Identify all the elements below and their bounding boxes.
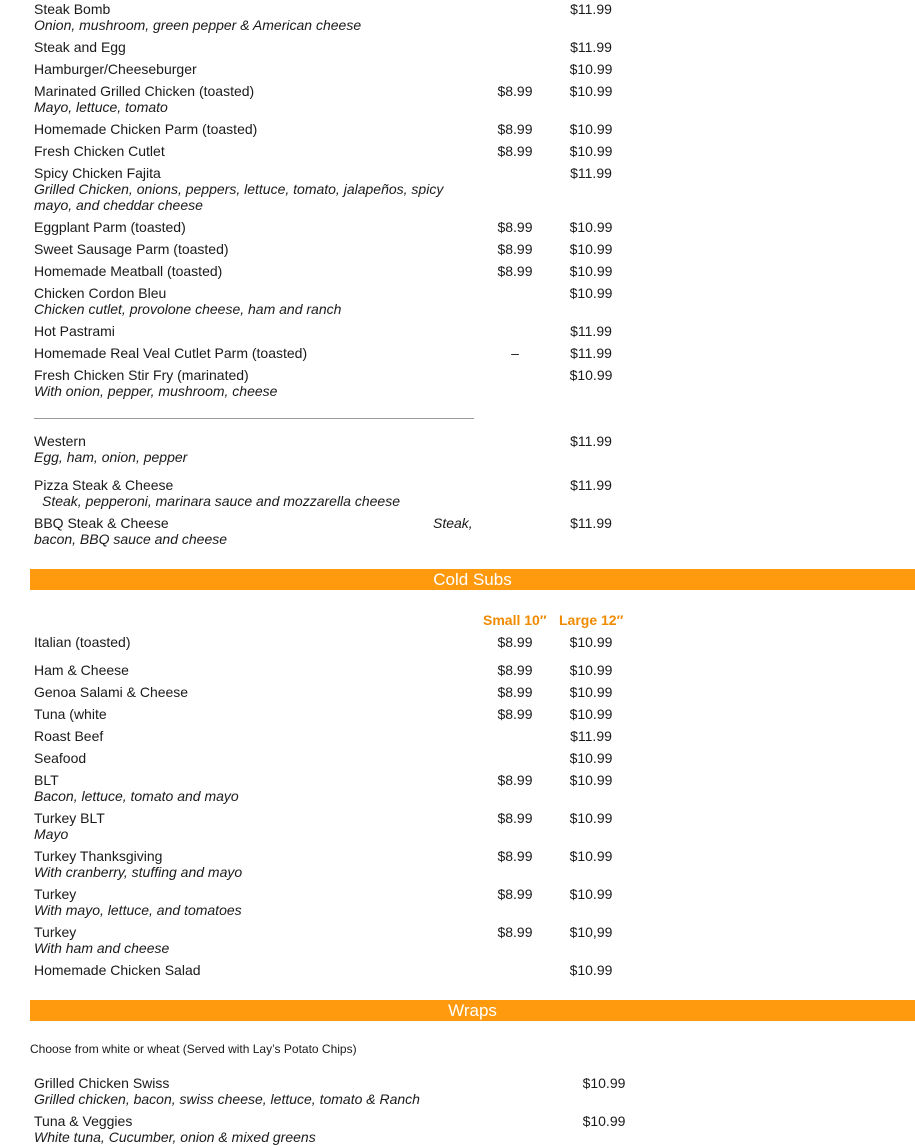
small-price: $8.99 bbox=[497, 143, 533, 159]
menu-item-name: Roast Beef bbox=[34, 728, 104, 744]
menu-item-name: Fresh Chicken Stir Fry (marinated) bbox=[34, 367, 249, 383]
small-price: $8.99 bbox=[497, 810, 533, 826]
wrap-price: $10.99 bbox=[582, 1075, 626, 1091]
menu-item-desc: Steak, pepperoni, marinara sauce and mozzarella cheese bbox=[42, 493, 400, 509]
menu-item-name: Hot Pastrami bbox=[34, 323, 115, 339]
large-price: $10.99 bbox=[569, 263, 613, 279]
menu-item-name: Steak and Egg bbox=[34, 39, 126, 55]
large-price: $10.99 bbox=[569, 367, 613, 383]
large-price: $11.99 bbox=[570, 515, 612, 531]
large-price: $10.99 bbox=[569, 706, 613, 722]
large-size-header: Large 12″ bbox=[559, 612, 624, 628]
menu-item-name: Ham & Cheese bbox=[34, 662, 129, 678]
menu-item-desc: Egg, ham, onion, pepper bbox=[34, 449, 188, 465]
menu-item-desc: Mayo, lettuce, tomato bbox=[34, 99, 168, 115]
small-price: $8.99 bbox=[497, 83, 533, 99]
menu-item-desc: With cranberry, stuffing and mayo bbox=[34, 864, 243, 880]
small-price: $8.99 bbox=[497, 886, 533, 902]
large-price: $10.99 bbox=[569, 886, 613, 902]
large-price: $10.99 bbox=[569, 772, 613, 788]
menu-item-name: Grilled Chicken Swiss bbox=[34, 1075, 170, 1091]
large-price: $10.99 bbox=[569, 219, 613, 235]
menu-item-desc: Onion, mushroom, green pepper & American cheese bbox=[34, 17, 362, 33]
menu-item-desc: Grilled Chicken, onions, peppers, lettuce, tomato, jalapeños, spicy bbox=[34, 181, 444, 197]
menu-item-desc: Chicken cutlet, provolone cheese, ham and ranch bbox=[34, 301, 342, 317]
large-price: $10.99 bbox=[569, 750, 613, 766]
large-price: $11.99 bbox=[570, 323, 612, 339]
menu-item-desc-right: Steak, bbox=[433, 515, 473, 531]
menu-item-name: Eggplant Parm (toasted) bbox=[34, 219, 186, 235]
large-price: $10.99 bbox=[569, 962, 613, 978]
large-price: $10.99 bbox=[569, 121, 613, 137]
menu-item-name: BLT bbox=[34, 772, 59, 788]
wraps-banner: Wraps bbox=[30, 1000, 915, 1021]
menu-item-name: Pizza Steak & Cheese bbox=[34, 477, 174, 493]
large-price: $10.99 bbox=[569, 684, 613, 700]
menu-item-name: Seafood bbox=[34, 750, 87, 766]
large-price: $10,99 bbox=[569, 924, 613, 940]
small-price: $8.99 bbox=[497, 241, 533, 257]
menu-item-name: Western bbox=[34, 433, 86, 449]
menu-item-desc-cont: mayo, and cheddar cheese bbox=[34, 197, 203, 213]
menu-item-name: Homemade Meatball (toasted) bbox=[34, 263, 223, 279]
small-price: – bbox=[511, 345, 519, 361]
menu-item-name: Sweet Sausage Parm (toasted) bbox=[34, 241, 229, 257]
small-price: $8.99 bbox=[497, 121, 533, 137]
large-price: $10.99 bbox=[569, 662, 613, 678]
menu-item-name: Marinated Grilled Chicken (toasted) bbox=[34, 83, 255, 99]
large-price: $11.99 bbox=[570, 39, 612, 55]
large-price: $11.99 bbox=[570, 433, 612, 449]
large-price: $10.99 bbox=[569, 285, 613, 301]
menu-item-name: Homemade Real Veal Cutlet Parm (toasted) bbox=[34, 345, 308, 361]
menu-item-name: Hamburger/Cheeseburger bbox=[34, 61, 197, 77]
small-price: $8.99 bbox=[497, 662, 533, 678]
menu-item-name: Turkey BLT bbox=[34, 810, 105, 826]
menu-item-name: Tuna (white bbox=[34, 706, 107, 722]
large-price: $10.99 bbox=[569, 61, 613, 77]
large-price: $11.99 bbox=[570, 165, 612, 181]
small-price: $8.99 bbox=[497, 634, 533, 650]
menu-item-name: Fresh Chicken Cutlet bbox=[34, 143, 165, 159]
menu-item-name: Italian (toasted) bbox=[34, 634, 131, 650]
menu-item-desc: Grilled chicken, bacon, swiss cheese, lettuce, tomato & Ranch bbox=[34, 1091, 420, 1107]
menu-item-desc: With mayo, lettuce, and tomatoes bbox=[34, 902, 242, 918]
menu-item-desc: Bacon, lettuce, tomato and mayo bbox=[34, 788, 239, 804]
menu-item-name: Steak Bomb bbox=[34, 1, 111, 17]
menu-item-name: Spicy Chicken Fajita bbox=[34, 165, 161, 181]
menu-item-name: Turkey bbox=[34, 886, 77, 902]
small-price: $8.99 bbox=[497, 924, 533, 940]
menu-item-name: Turkey Thanksgiving bbox=[34, 848, 163, 864]
large-price: $10.99 bbox=[569, 848, 613, 864]
large-price: $11.99 bbox=[570, 345, 612, 361]
cold-subs-banner: Cold Subs bbox=[30, 569, 915, 590]
menu-item-name: Turkey bbox=[34, 924, 77, 940]
large-price: $10.99 bbox=[569, 143, 613, 159]
menu-item-name: Tuna & Veggies bbox=[34, 1113, 133, 1129]
wraps-note: Choose from white or wheat (Served with Lay’s Potato Chips) bbox=[30, 1042, 357, 1056]
small-price: $8.99 bbox=[497, 219, 533, 235]
menu-item-name: Homemade Chicken Salad bbox=[34, 962, 201, 978]
small-price: $8.99 bbox=[497, 848, 533, 864]
menu-item-name: BBQ Steak & Cheese bbox=[34, 515, 169, 531]
large-price: $11.99 bbox=[570, 477, 612, 493]
menu-item-name: Homemade Chicken Parm (toasted) bbox=[34, 121, 258, 137]
small-price: $8.99 bbox=[497, 772, 533, 788]
large-price: $11.99 bbox=[570, 728, 612, 744]
section-divider bbox=[34, 418, 474, 419]
small-price: $8.99 bbox=[497, 706, 533, 722]
menu-item-name: Chicken Cordon Bleu bbox=[34, 285, 167, 301]
menu-item-desc: bacon, BBQ sauce and cheese bbox=[34, 531, 228, 547]
wrap-price: $10.99 bbox=[582, 1113, 626, 1129]
large-price: $10.99 bbox=[569, 810, 613, 826]
large-price: $10.99 bbox=[569, 83, 613, 99]
menu-item-desc: With onion, pepper, mushroom, cheese bbox=[34, 383, 278, 399]
small-price: $8.99 bbox=[497, 263, 533, 279]
large-price: $11.99 bbox=[570, 1, 612, 17]
small-size-header: Small 10″ bbox=[483, 612, 547, 628]
menu-item-name: Genoa Salami & Cheese bbox=[34, 684, 189, 700]
menu-item-desc: White tuna, Cucumber, onion & mixed greens bbox=[34, 1129, 316, 1145]
small-price: $8.99 bbox=[497, 684, 533, 700]
menu-item-desc: With ham and cheese bbox=[34, 940, 170, 956]
large-price: $10.99 bbox=[569, 241, 613, 257]
menu-item-desc: Mayo bbox=[34, 826, 69, 842]
large-price: $10.99 bbox=[569, 634, 613, 650]
